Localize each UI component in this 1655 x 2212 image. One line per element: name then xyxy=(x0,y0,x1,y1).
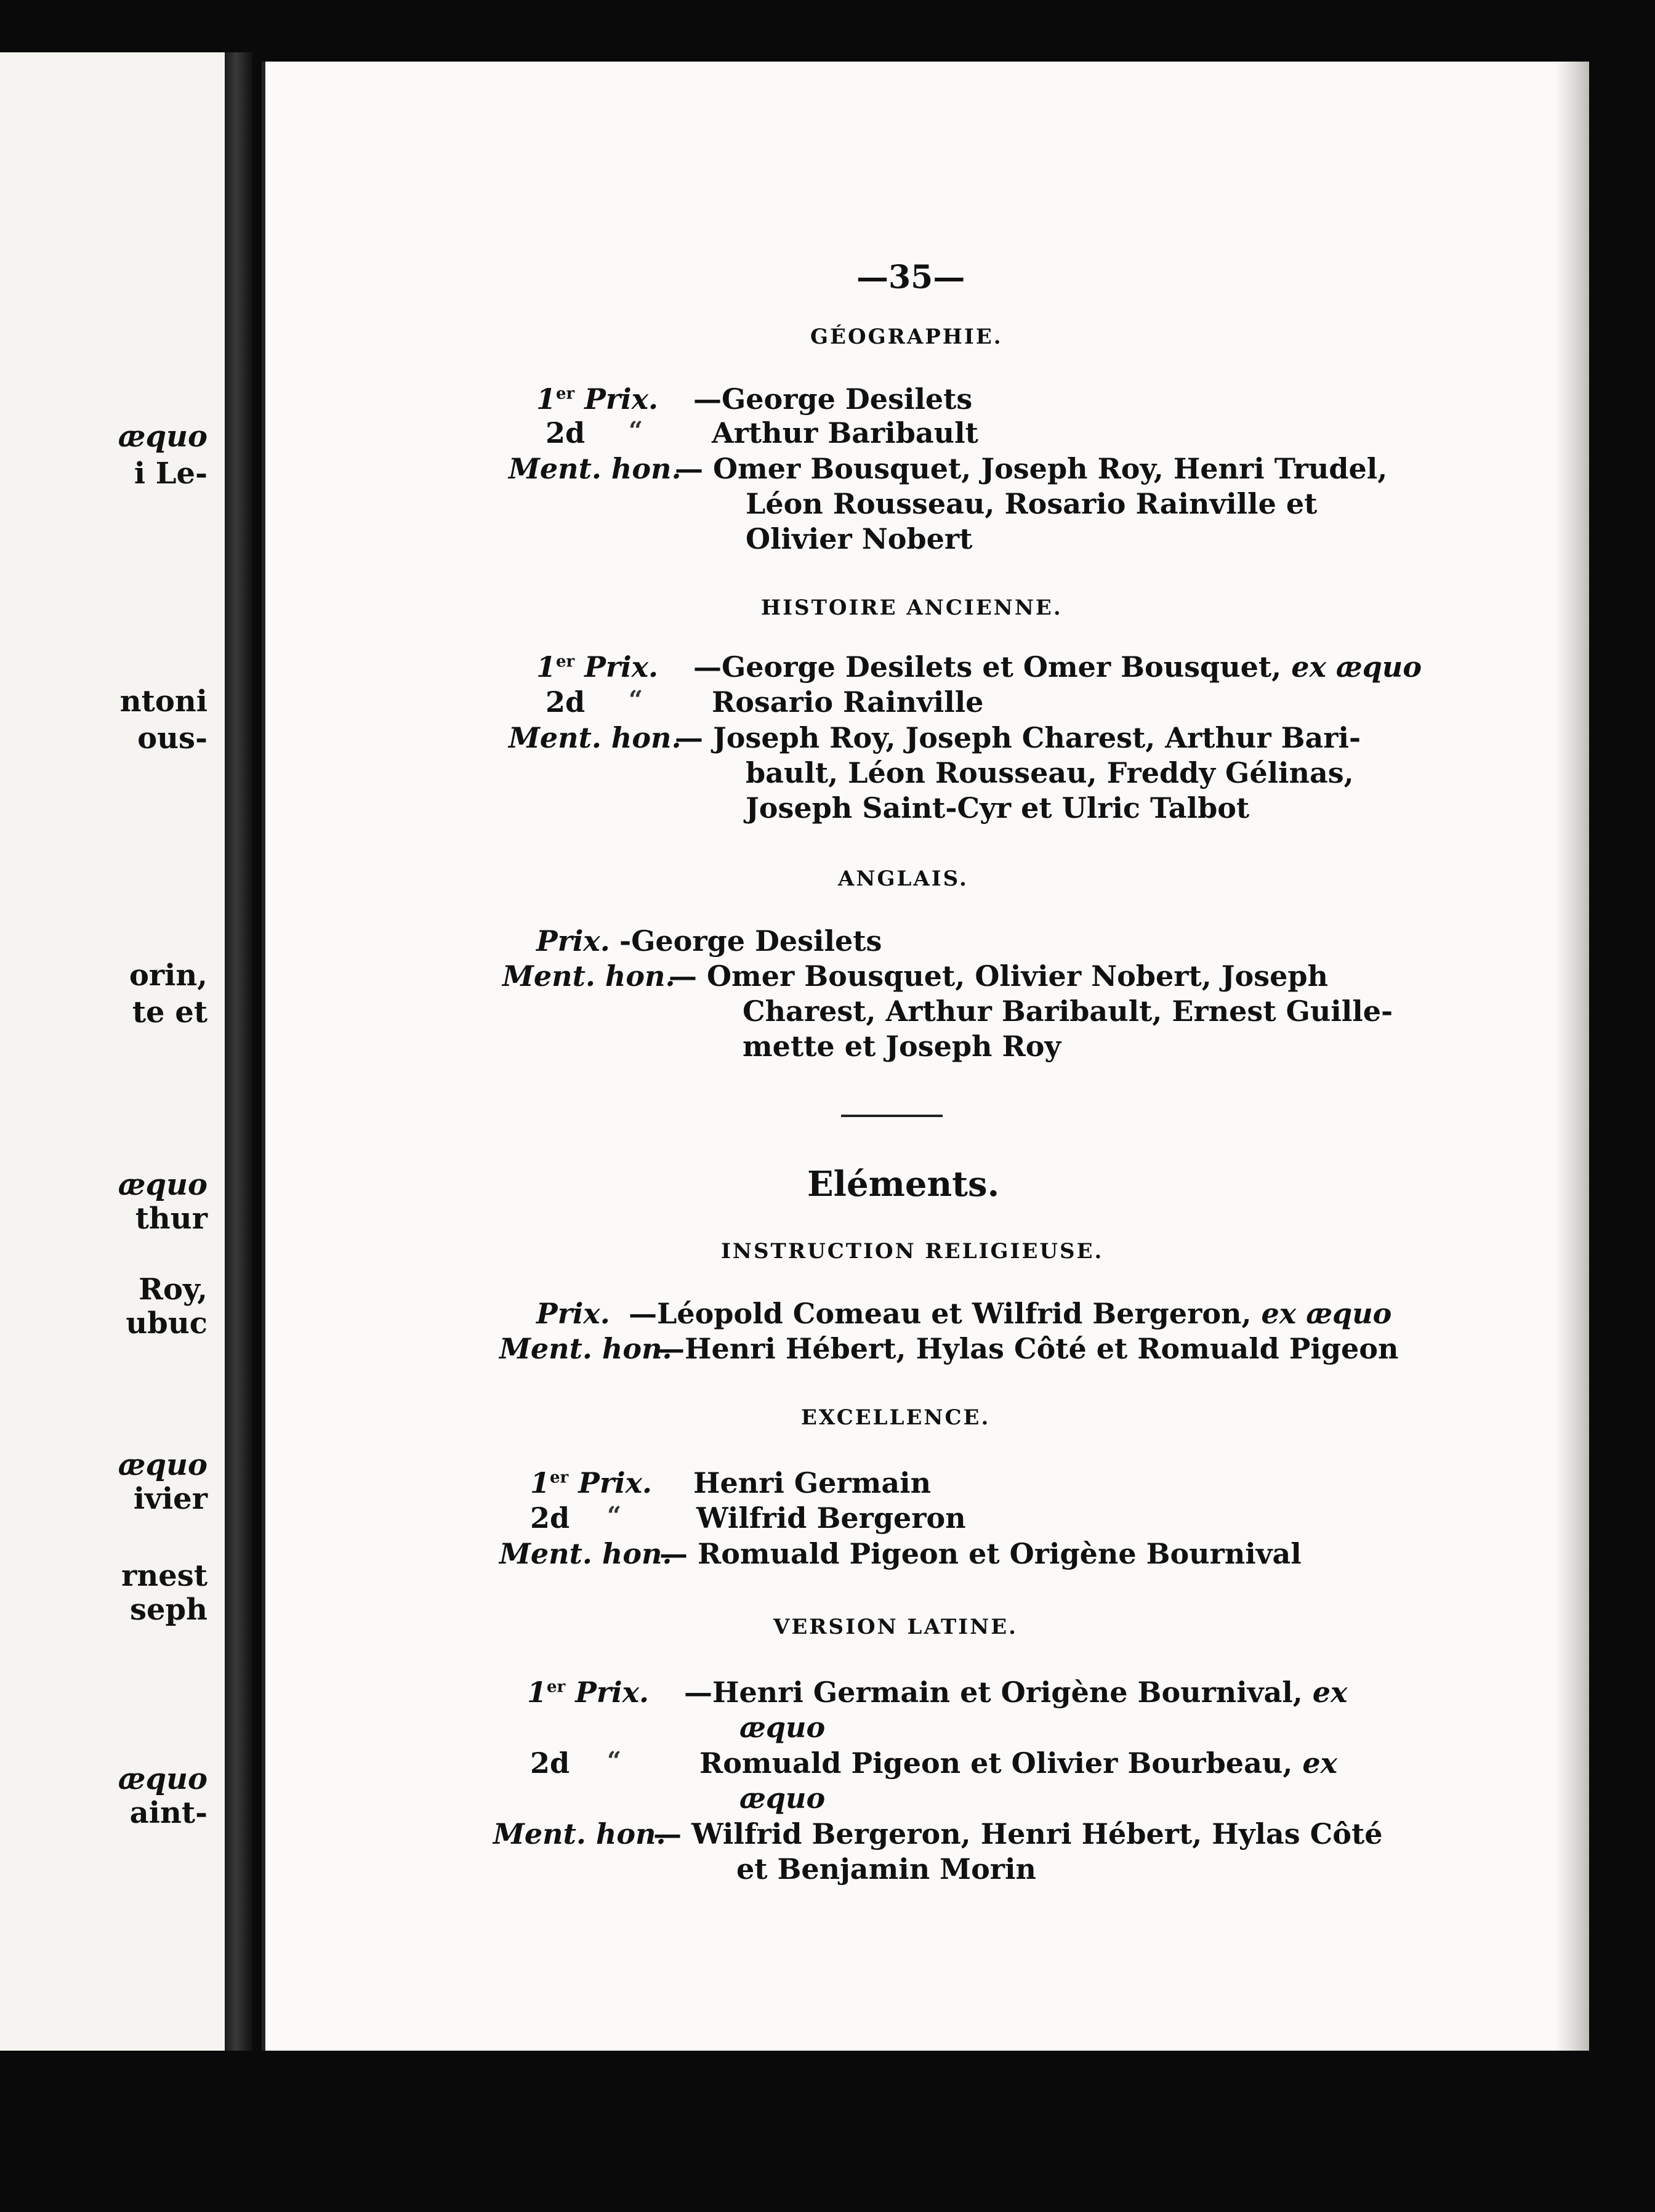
mention-text: — Romuald Pigeon et Origène Bournival xyxy=(659,1537,1302,1570)
mention-line: — Wilfrid Bergeron, Henri Hébert, Hylas Côté xyxy=(653,1817,1383,1851)
label-sup: er xyxy=(556,384,575,403)
first-prize-label xyxy=(536,650,659,684)
text-part: Romuald Pigeon et Olivier Bourbeau, xyxy=(699,1746,1303,1780)
prize-text xyxy=(629,1299,1391,1328)
mention-label: Ment. hon. xyxy=(493,1817,666,1851)
mention-line: — Joseph Roy, Joseph Charest, Arthur Bari- xyxy=(675,721,1361,754)
mention-line: Léon Rousseau, Rosario Rainville et xyxy=(746,487,1318,520)
left-fragment: rnest xyxy=(121,1559,207,1593)
ex-aequo: ex æquo xyxy=(1261,1297,1392,1330)
right-page xyxy=(262,62,1589,2051)
first-prize-label xyxy=(527,1676,650,1709)
prize-label: Prix. xyxy=(536,1297,610,1330)
mention-text: —Henri Hébert, Hylas Côté et Romuald Pigeon xyxy=(656,1332,1399,1365)
mention-line: bault, Léon Rousseau, Freddy Gélinas, xyxy=(746,756,1354,789)
prize-text: -George Desilets xyxy=(619,924,882,958)
label-num: 1 xyxy=(530,1466,550,1500)
ex-aequo: ex xyxy=(1312,1676,1348,1709)
mention-line: Olivier Nobert xyxy=(746,522,973,555)
aequo-cont: æquo xyxy=(739,1782,826,1815)
mention-line: Joseph Saint-Cyr et Ulric Talbot xyxy=(746,791,1250,825)
left-fragment: ubuc xyxy=(126,1306,207,1341)
section-heading-excellence: EXCELLENCE. xyxy=(801,1405,991,1430)
left-fragment: thur xyxy=(135,1201,207,1236)
label-word: Prix. xyxy=(574,382,659,416)
ex-aequo: ex xyxy=(1302,1746,1338,1780)
left-fragment: ous- xyxy=(137,721,207,756)
section-title-elements: Eléments. xyxy=(807,1164,1000,1205)
left-fragment: te et xyxy=(132,995,207,1030)
left-fragment: aint- xyxy=(129,1796,207,1830)
mention-line: — Omer Bousquet, Olivier Nobert, Joseph xyxy=(669,959,1328,993)
text-part: —Henri Germain et Origène Bournival, xyxy=(684,1676,1313,1709)
left-fragment: orin, xyxy=(129,958,207,993)
left-fragment: seph xyxy=(129,1592,207,1627)
left-fragment: æquo xyxy=(118,1168,207,1202)
left-fragment: ntoni xyxy=(119,684,207,719)
first-prize-label xyxy=(530,1466,653,1500)
ditto-mark: “ xyxy=(629,416,643,445)
mention-label: Ment. hon. xyxy=(509,721,682,754)
second-prize-text xyxy=(699,1746,1338,1780)
section-heading-instruction: INSTRUCTION RELIGIEUSE. xyxy=(721,1239,1104,1264)
second-prize-label: 2d xyxy=(546,685,586,719)
first-prize-text xyxy=(684,1676,1348,1709)
left-fragment: æquo xyxy=(118,419,207,454)
prize-label: Prix. xyxy=(536,924,610,958)
second-prize-label: 2d xyxy=(546,416,586,450)
section-heading-anglais: ANGLAIS. xyxy=(838,866,968,891)
left-fragment: i Le- xyxy=(134,456,207,491)
continuation xyxy=(739,1713,825,1742)
left-fragment: Roy, xyxy=(139,1272,207,1307)
section-heading-histoire: HISTOIRE ANCIENNE. xyxy=(761,595,1063,620)
second-prize-label: 2d xyxy=(530,1501,570,1535)
mention-label: Ment. hon. xyxy=(502,959,675,993)
ditto-mark: “ xyxy=(607,1501,622,1530)
label-word: Prix. xyxy=(574,650,659,684)
label-sup: er xyxy=(547,1677,566,1697)
ex-aequo: ex æquo xyxy=(1291,650,1422,684)
aequo-cont: æquo xyxy=(739,1711,826,1744)
label-word: Prix. xyxy=(565,1676,650,1709)
left-fragment: ivier xyxy=(133,1482,207,1516)
ditto-mark: “ xyxy=(607,1746,622,1775)
ditto-mark: “ xyxy=(629,685,643,714)
left-fragment: æquo xyxy=(118,1762,207,1796)
label-sup: er xyxy=(550,1468,569,1487)
label-word: Prix. xyxy=(568,1466,653,1500)
left-page xyxy=(0,52,225,2051)
second-prize-text: Arthur Baribault xyxy=(712,416,978,450)
first-prize-text xyxy=(693,650,1422,684)
section-divider xyxy=(841,1115,943,1117)
first-prize-text: Henri Germain xyxy=(693,1466,932,1500)
label-sup: er xyxy=(556,652,575,671)
section-heading-geographie: GÉOGRAPHIE. xyxy=(810,325,1003,349)
label-num: 1 xyxy=(536,382,557,416)
text-part: —George Desilets et Omer Bousquet, xyxy=(693,650,1292,684)
label-num: 1 xyxy=(536,650,557,684)
left-fragment: æquo xyxy=(118,1448,207,1482)
book-spine xyxy=(225,52,252,2051)
first-prize-text: —George Desilets xyxy=(693,382,973,416)
mention-label: Ment. hon. xyxy=(499,1332,672,1365)
label-num: 1 xyxy=(527,1676,547,1709)
mention-line: Charest, Arthur Baribault, Ernest Guille- xyxy=(743,995,1393,1028)
mention-label: Ment. hon. xyxy=(499,1537,672,1570)
first-prize-label xyxy=(536,382,659,416)
section-heading-version: VERSION LATINE. xyxy=(773,1615,1018,1639)
page-number: —35— xyxy=(856,259,965,296)
mention-label: Ment. hon. xyxy=(509,452,682,485)
continuation xyxy=(739,1782,826,1815)
text-part: —Léopold Comeau et Wilfrid Bergeron, xyxy=(629,1297,1262,1330)
second-prize-text: Wilfrid Bergeron xyxy=(696,1501,966,1535)
mention-line: — Omer Bousquet, Joseph Roy, Henri Trudel, xyxy=(675,452,1388,485)
mention-line: mette et Joseph Roy xyxy=(743,1030,1061,1063)
mention-line: et Benjamin Morin xyxy=(736,1852,1036,1886)
second-prize-text: Rosario Rainville xyxy=(712,685,984,719)
second-prize-label: 2d xyxy=(530,1746,570,1780)
